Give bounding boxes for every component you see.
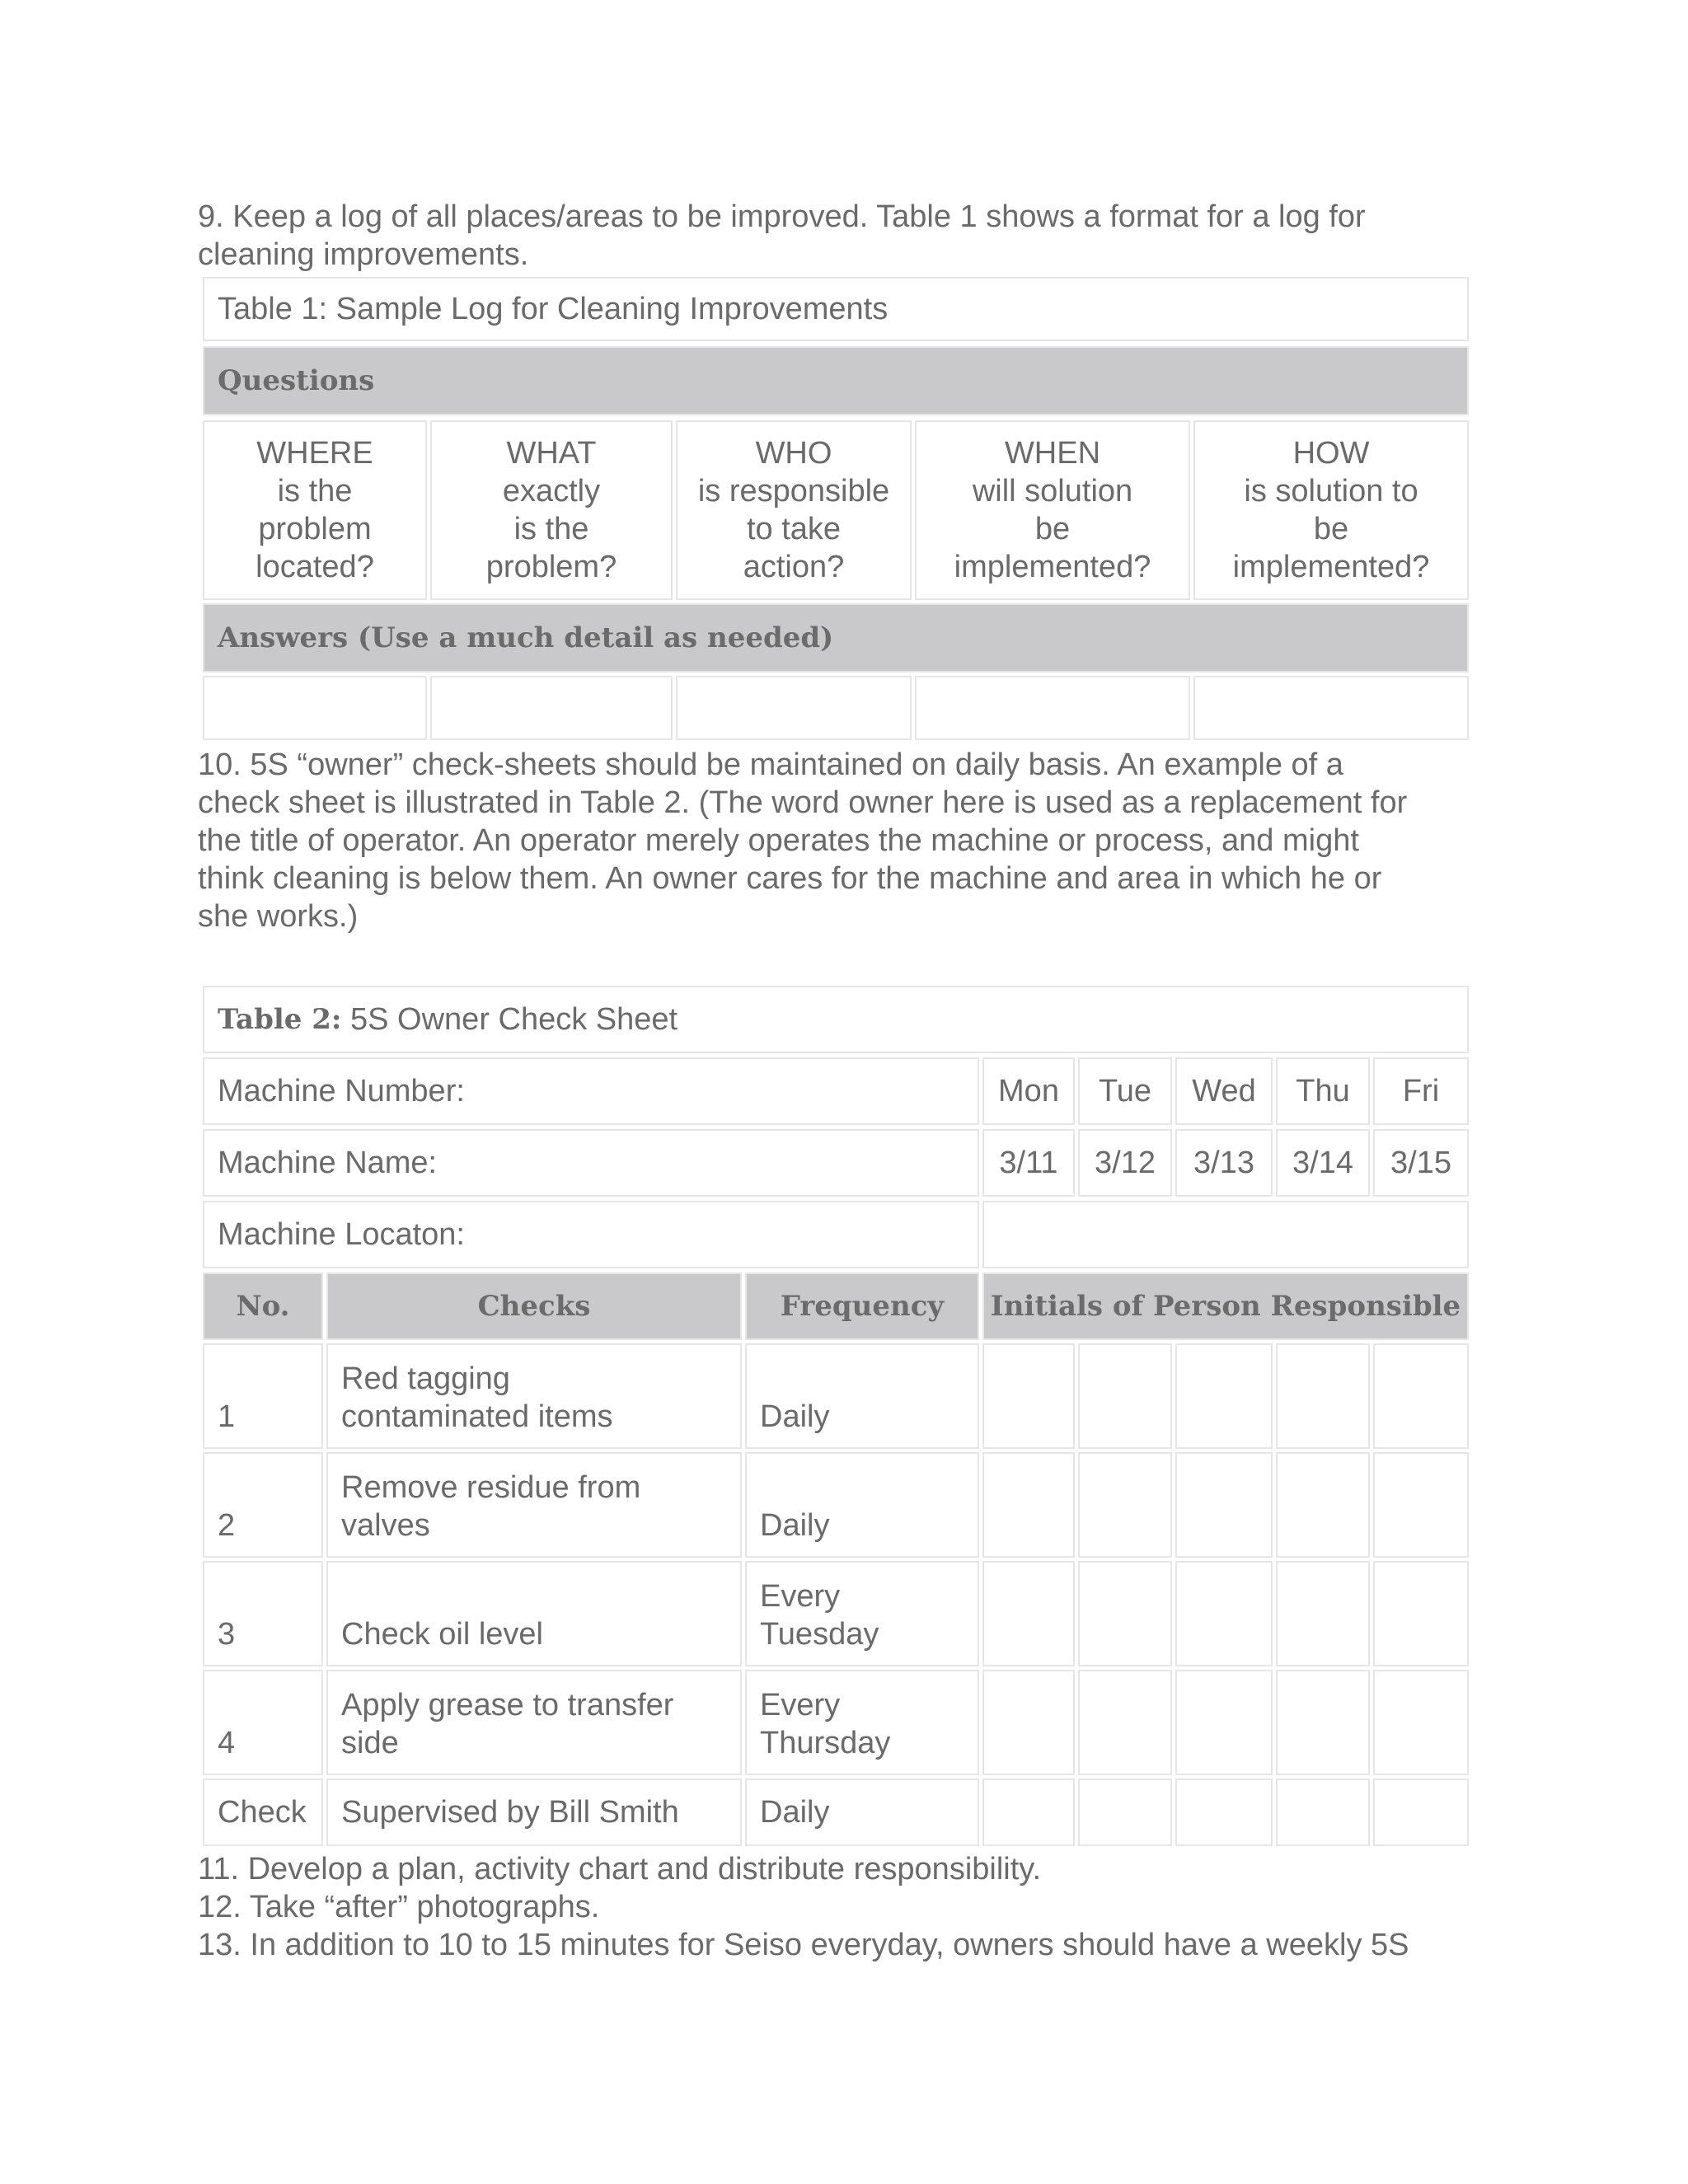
- machine-number-label: Machine Number:: [203, 1057, 979, 1125]
- day-tue: Tue: [1078, 1057, 1172, 1125]
- row-1-check: Red tagging contaminated items: [326, 1343, 742, 1449]
- row-4-frequency: Every Thursday: [745, 1670, 979, 1775]
- answer-cell-where[interactable]: [203, 676, 427, 740]
- row-5-check: Supervised by Bill Smith: [326, 1779, 742, 1846]
- row-5-initials-wed[interactable]: [1175, 1779, 1273, 1846]
- row-5-initials-mon[interactable]: [982, 1779, 1075, 1846]
- answer-cell-what[interactable]: [430, 676, 673, 740]
- row-4-initials-mon[interactable]: [982, 1670, 1075, 1775]
- row-5-no: Check: [203, 1779, 323, 1846]
- column-header-frequency: Frequency: [745, 1272, 979, 1340]
- row-5-frequency: Daily: [745, 1779, 979, 1846]
- row-1-initials-thu[interactable]: [1276, 1343, 1370, 1449]
- row-3-check: Check oil level: [326, 1561, 742, 1666]
- answer-cell-when[interactable]: [915, 676, 1190, 740]
- row-2-initials-tue[interactable]: [1078, 1452, 1172, 1558]
- row-1-initials-mon[interactable]: [982, 1343, 1075, 1449]
- paragraph-9: 9. Keep a log of all places/areas to be improved. Table 1 shows a format for a log for cleaning improvements.: [198, 199, 1366, 272]
- row-3-initials-tue[interactable]: [1078, 1561, 1172, 1666]
- questions-header: Questions: [203, 346, 1469, 415]
- row-2-check: Remove residue from valves: [326, 1452, 742, 1558]
- row-5-initials-fri[interactable]: [1373, 1779, 1469, 1846]
- table-2-title-text: 5S Owner Check Sheet: [350, 1001, 678, 1037]
- row-3-frequency: Every Tuesday: [745, 1561, 979, 1666]
- row-2-frequency: Daily: [745, 1452, 979, 1558]
- day-fri: Fri: [1373, 1057, 1469, 1125]
- paragraph-10: 10. 5S “owner” check-sheets should be maintained on daily basis. An example of a check sheet is illustrated in Table 2. (The word owner here is used as a replacement for the title of operator. An operator merely operates the machine or process, and might think cleaning is below them. An owner cares for the machine and area in which he or she works.): [198, 748, 1408, 934]
- machine-location-value[interactable]: [982, 1201, 1469, 1268]
- row-4-no: 4: [203, 1670, 323, 1775]
- answer-cell-who[interactable]: [676, 676, 912, 740]
- row-2-initials-mon[interactable]: [982, 1452, 1075, 1558]
- column-header-checks: Checks: [326, 1272, 742, 1340]
- column-header-initials: Initials of Person Responsible: [982, 1272, 1469, 1340]
- row-1-frequency: Daily: [745, 1343, 979, 1449]
- row-1-no: 1: [203, 1343, 323, 1449]
- question-how: HOW is solution to be implemented?: [1193, 420, 1469, 600]
- table-2-title: [203, 986, 1469, 1053]
- machine-location-label: Machine Locaton:: [203, 1201, 979, 1268]
- column-header-no: No.: [203, 1272, 323, 1340]
- row-1-initials-fri[interactable]: [1373, 1343, 1469, 1449]
- row-4-initials-tue[interactable]: [1078, 1670, 1172, 1775]
- date-mon: 3/11: [982, 1129, 1075, 1197]
- paragraph-13: 13. In addition to 10 to 15 minutes for Seiso everyday, owners should have a weekly 5S: [198, 1928, 1409, 1962]
- row-2-initials-thu[interactable]: [1276, 1452, 1370, 1558]
- row-4-initials-wed[interactable]: [1175, 1670, 1273, 1775]
- day-wed: Wed: [1175, 1057, 1273, 1125]
- answers-header: Answers (Use a much detail as needed): [203, 603, 1469, 673]
- row-3-initials-wed[interactable]: [1175, 1561, 1273, 1666]
- date-tue: 3/12: [1078, 1129, 1172, 1197]
- table-1-title: Table 1: Sample Log for Cleaning Improvements: [203, 277, 1469, 341]
- day-thu: Thu: [1276, 1057, 1370, 1125]
- row-3-no: 3: [203, 1561, 323, 1666]
- date-thu: 3/14: [1276, 1129, 1370, 1197]
- row-3-initials-thu[interactable]: [1276, 1561, 1370, 1666]
- row-3-initials-mon[interactable]: [982, 1561, 1075, 1666]
- row-1-initials-tue[interactable]: [1078, 1343, 1172, 1449]
- row-2-initials-wed[interactable]: [1175, 1452, 1273, 1558]
- machine-name-label: Machine Name:: [203, 1129, 979, 1197]
- row-2-no: 2: [203, 1452, 323, 1558]
- row-1-initials-wed[interactable]: [1175, 1343, 1273, 1449]
- date-fri: 3/15: [1373, 1129, 1469, 1197]
- question-where: WHERE is the problem located?: [203, 420, 427, 600]
- row-2-initials-fri[interactable]: [1373, 1452, 1469, 1558]
- table-2-title-label: Table 2:: [218, 1003, 342, 1036]
- question-what: WHAT exactly is the problem?: [430, 420, 673, 600]
- day-mon: Mon: [982, 1057, 1075, 1125]
- row-4-check: Apply grease to transfer side: [326, 1670, 742, 1775]
- paragraph-11: 11. Develop a plan, activity chart and distribute responsibility.: [198, 1852, 1042, 1886]
- date-wed: 3/13: [1175, 1129, 1273, 1197]
- row-5-initials-tue[interactable]: [1078, 1779, 1172, 1846]
- question-when: WHEN will solution be implemented?: [915, 420, 1190, 600]
- row-4-initials-thu[interactable]: [1276, 1670, 1370, 1775]
- row-5-initials-thu[interactable]: [1276, 1779, 1370, 1846]
- row-4-initials-fri[interactable]: [1373, 1670, 1469, 1775]
- row-3-initials-fri[interactable]: [1373, 1561, 1469, 1666]
- answer-cell-how[interactable]: [1193, 676, 1469, 740]
- question-who: WHO is responsible to take action?: [676, 420, 912, 600]
- paragraph-12: 12. Take “after” photographs.: [198, 1890, 600, 1924]
